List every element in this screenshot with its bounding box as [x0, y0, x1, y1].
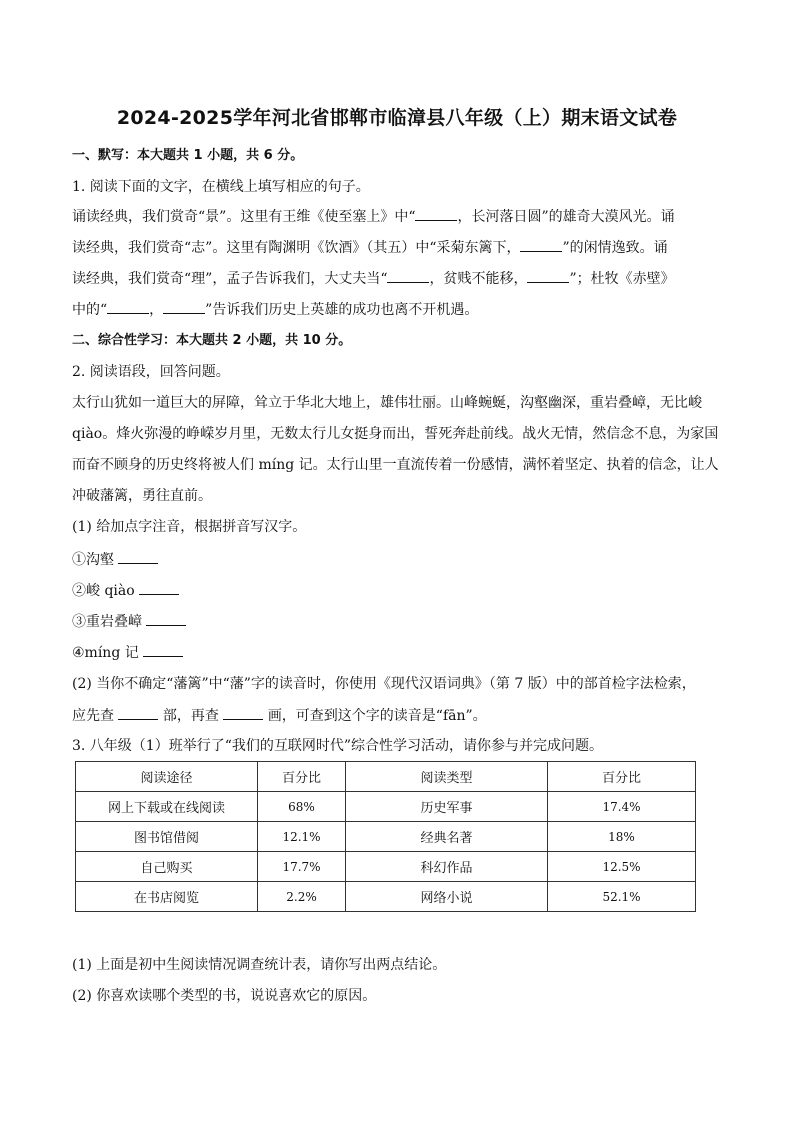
answer-blank[interactable] [143, 642, 183, 657]
table-cell: 12.5% [548, 852, 696, 882]
q3-sub1: (1) 上面是初中生阅读情况调查统计表，请你写出两点结论。 [72, 957, 447, 973]
column-header: 阅读途径 [76, 762, 258, 792]
q1-text: 诵读经典，我们赏奇“景”。这里有王维《使至塞上》中“ [72, 209, 416, 225]
answer-blank[interactable] [520, 237, 562, 252]
q1-text: ”的闲情逸致。诵 [562, 240, 668, 256]
answer-blank[interactable] [107, 299, 149, 314]
q1-text: ，长河落日圆”的雄奇大漠风光。诵 [457, 209, 675, 225]
q2-passage-line: 冲破藩篱，勇往直前。 [72, 488, 212, 504]
column-header: 阅读类型 [346, 762, 548, 792]
table-cell: 自己购买 [76, 852, 258, 882]
exam-title: 2024-2025学年河北省邯郸市临漳县八年级（上）期末语文试卷 [116, 107, 678, 129]
q2-sub2-line-2 [72, 705, 722, 726]
table-row [76, 792, 696, 822]
answer-blank[interactable] [118, 705, 158, 720]
table-cell: 图书馆借阅 [76, 822, 258, 852]
table-cell: 17.4% [548, 792, 696, 822]
q2-item-3 [72, 611, 722, 632]
table-cell: 网上下载或在线阅读 [76, 792, 258, 822]
q2-sub2: (2) 当你不确定“藩篱”中“藩”字的读音时，你使用《现代汉语词典》（第 7 版）中的部首检字法检索， [72, 676, 696, 692]
table-cell: 12.1% [258, 822, 346, 852]
table-cell: 在书店阅览 [76, 882, 258, 912]
q2-passage-line: qiào。烽火弥漫的峥嵘岁月里，无数太行儿女挺身而出，誓死奔赴前线。战火无情，然信念不息，为家国 [72, 426, 719, 442]
table-row [76, 822, 696, 852]
table-cell: 68% [258, 792, 346, 822]
q2-text: 部，再查 [162, 708, 219, 724]
item-label: ④míng 记 [72, 645, 139, 661]
section-2-heading: 二、综合性学习：本大题共 2 小题，共 10 分。 [72, 333, 352, 348]
table-cell: 18% [548, 822, 696, 852]
q2-stem: 2. 阅读语段，回答问题。 [72, 364, 230, 380]
q2-item-1 [72, 549, 722, 570]
q1-text: ”；杜牧《赤壁》 [569, 271, 675, 287]
table-cell: 历史军事 [346, 792, 548, 822]
q1-text: ， [149, 302, 164, 318]
column-header: 百分比 [258, 762, 346, 792]
q2-text: 应先查 [72, 708, 114, 724]
table-cell: 科幻作品 [346, 852, 548, 882]
q2-item-4 [72, 642, 722, 663]
table-row [76, 882, 696, 912]
item-label: ②峻 qiào [72, 583, 135, 599]
table-cell: 经典名著 [346, 822, 548, 852]
item-label: ①沟壑 [72, 552, 114, 568]
q2-text: 画，可查到这个字的读音是“fān”。 [267, 708, 487, 724]
reading-survey-table [75, 761, 696, 912]
answer-blank[interactable] [387, 268, 429, 283]
answer-blank[interactable] [223, 705, 263, 720]
answer-blank[interactable] [139, 580, 179, 595]
table-header-row [76, 762, 696, 792]
q1-line-1 [72, 206, 722, 227]
q3-stem: 3. 八年级（1）班举行了“我们的互联网时代”综合性学习活动，请你参与并完成问题。 [72, 738, 604, 754]
q2-passage-line: 太行山犹如一道巨大的屏障，耸立于华北大地上，雄伟壮丽。山峰蜿蜒，沟壑幽深，重岩叠嶂，无比峻 [72, 395, 702, 411]
q1-text: 中的“ [72, 302, 108, 318]
q2-passage-line: 而奋不顾身的历史终将被人们 míng 记。太行山里一直流传着一份感情，满怀着坚定、执着的信念，让人 [72, 457, 719, 473]
q1-text: ”告诉我们历史上英雄的成功也离不开机遇。 [205, 302, 479, 318]
q2-item-2 [72, 580, 722, 601]
q2-sub1: (1) 给加点字注音，根据拼音写汉字。 [72, 519, 307, 535]
answer-blank[interactable] [415, 206, 457, 221]
q1-text: ，贫贱不能移， [429, 271, 528, 287]
q1-stem: 1. 阅读下面的文字，在横线上填写相应的句子。 [72, 179, 370, 195]
column-header: 百分比 [548, 762, 696, 792]
answer-blank[interactable] [527, 268, 569, 283]
q3-sub2: (2) 你喜欢读哪个类型的书，说说喜欢它的原因。 [72, 988, 377, 1004]
table-row [76, 852, 696, 882]
table-cell: 17.7% [258, 852, 346, 882]
q1-text: 读经典，我们赏奇“志”。这里有陶渊明《饮酒》（其五）中“采菊东篱下， [72, 240, 521, 256]
q1-line-2 [72, 237, 722, 258]
answer-blank[interactable] [146, 611, 186, 626]
item-label: ③重岩叠嶂 [72, 614, 142, 630]
section-1-heading: 一、默写：本大题共 1 小题，共 6 分。 [72, 148, 304, 163]
table-cell: 52.1% [548, 882, 696, 912]
answer-blank[interactable] [118, 549, 158, 564]
q1-line-4 [72, 299, 722, 320]
table-cell: 2.2% [258, 882, 346, 912]
table-cell: 网络小说 [346, 882, 548, 912]
answer-blank[interactable] [163, 299, 205, 314]
q1-text: 读经典，我们赏奇“理”，孟子告诉我们，大丈夫当“ [72, 271, 388, 287]
q1-line-3 [72, 268, 722, 289]
